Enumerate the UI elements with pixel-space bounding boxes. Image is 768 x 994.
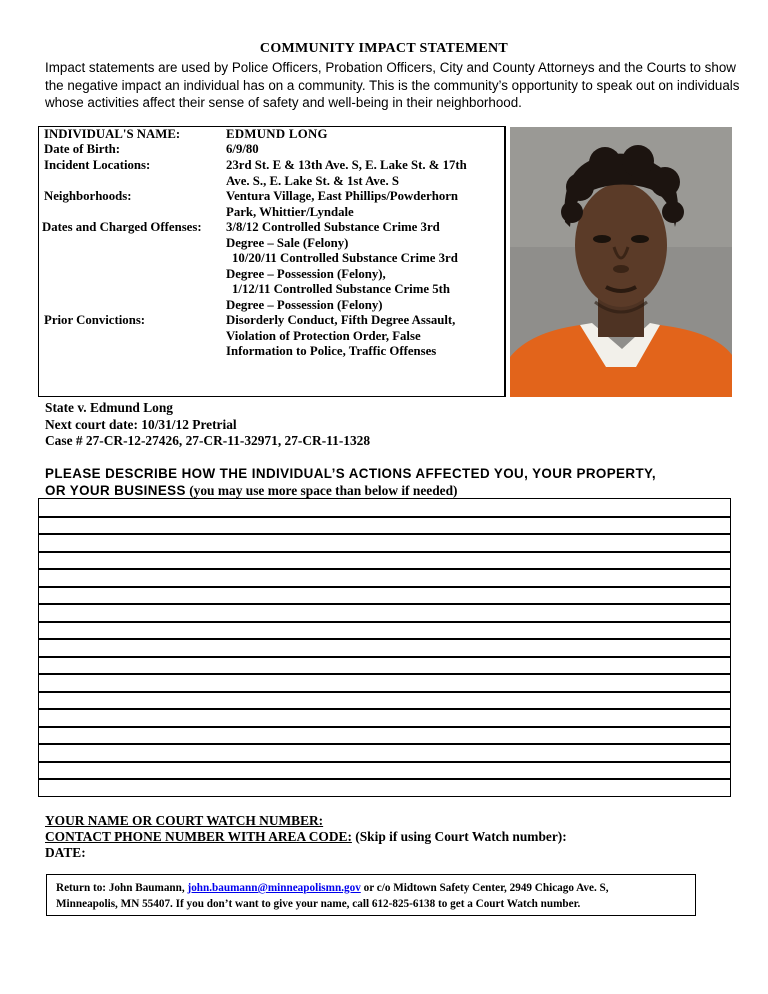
response-line [39,743,730,745]
name-value: EDMUND LONG [226,127,328,141]
prior-line2: Violation of Protection Order, False [226,329,421,343]
response-line [39,761,730,763]
response-line [39,726,730,728]
response-line [39,568,730,570]
offenses-line5: 1/12/11 Controlled Substance Crime 5th [232,282,451,296]
document-title: COMMUNITY IMPACT STATEMENT [259,41,509,56]
prior-line1: Disorderly Conduct, Fifth Degree Assault, [226,313,456,327]
response-line [39,603,730,605]
offenses-line6: Degree – Possession (Felony) [226,298,383,312]
response-line [39,621,730,623]
mugshot-image [510,127,732,397]
phone-note: (Skip if using Court Watch number): [355,829,567,844]
offenses-line1: 3/8/12 Controlled Substance Crime 3rd [226,220,440,234]
next-court-date: Next court date: 10/31/12 Pretrial [45,416,237,432]
response-line [39,691,730,693]
locations-label: Incident Locations: [44,158,151,172]
intro-paragraph: Impact statements are used by Police Officers, Probation Officers, City and County Attorneys and the Courts to show the negative impact an individual has on a community. This is the community’s opportunity to speak out on individuals whose activities affect their sense of safety and well-being in their neighborhood. [45,60,740,110]
response-line [39,638,730,640]
mugshot-photo [510,127,732,397]
return-instructions-box [46,874,696,916]
neighborhoods-line1: Ventura Village, East Phillips/Powderhorn [226,189,459,203]
offenses-line3: 10/20/11 Controlled Substance Crime 3rd [232,251,458,265]
response-line [39,533,730,535]
offenses-line4: Degree – Possession (Felony), [226,267,386,281]
locations-line2: Ave. S., E. Lake St. & 1st Ave. S [226,174,400,188]
address-text: or c/o Midtown Safety Center, 2949 Chicago Ave. S, [363,882,609,894]
response-line [39,673,730,675]
neighborhoods-line2: Park, Whittier/Lyndale [226,205,354,219]
response-line [39,778,730,780]
court-watch-text: Minneapolis, MN 55407. If you don’t want to give your name, call 612-825-6138 to get a Court Watch number. [56,898,581,910]
offenses-line2: Degree – Sale (Felony) [226,236,349,250]
prompt-line2: OR YOUR BUSINESS [45,482,186,498]
phone-label[interactable]: CONTACT PHONE NUMBER WITH AREA CODE: [45,829,352,844]
prompt-main: PLEASE DESCRIBE HOW THE INDIVIDUAL’S ACTIONS AFFECTED YOU, YOUR PROPERTY, [45,466,657,481]
neighborhoods-label: Neighborhoods: [44,189,132,203]
return-to-text: Return to: John Baumann, [56,882,185,894]
date-label[interactable]: DATE: [45,845,86,860]
dob-label: Date of Birth: [44,142,121,156]
prompt-note: (you may use more space than below if needed) [189,482,458,498]
response-line [39,708,730,710]
case-info [45,400,370,450]
contact-section [45,813,567,861]
case-state: State v. Edmund Long [45,400,173,415]
impact-prompt [45,466,745,499]
response-line [39,586,730,588]
info-box-divider [504,126,506,397]
dob-value: 6/9/80 [226,142,259,156]
response-line [39,516,730,518]
response-lines-box[interactable] [38,498,731,797]
response-line [39,551,730,553]
your-name-label[interactable]: YOUR NAME OR COURT WATCH NUMBER: [45,813,324,828]
name-label: INDIVIDUAL'S NAME: [44,127,181,141]
email-link[interactable]: john.baumann@minneapolismn.gov [187,882,361,894]
prior-line3: Information to Police, Traffic Offenses [226,344,437,358]
case-numbers: Case # 27-CR-12-27426, 27-CR-11-32971, 27-CR-11-1328 [45,433,371,448]
locations-line1: 23rd St. E & 13th Ave. S, E. Lake St. & 17th [226,158,467,172]
individual-info-box [38,126,504,397]
offenses-label: Dates and Charged Offenses: [42,220,202,234]
response-line [39,656,730,658]
prior-label: Prior Convictions: [44,313,146,327]
